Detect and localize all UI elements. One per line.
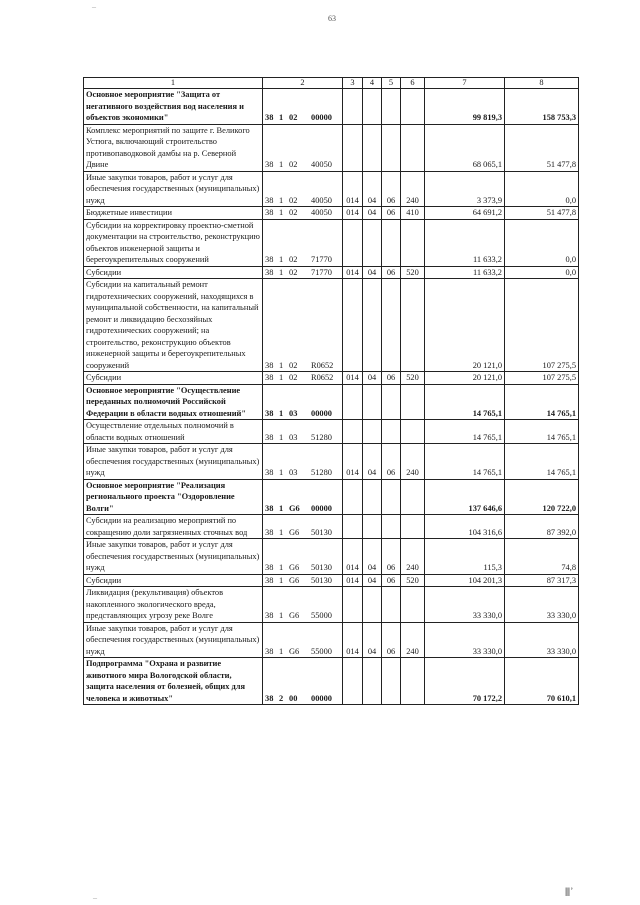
header-cell: 4 <box>363 78 382 89</box>
code-part: 38 <box>265 360 274 370</box>
row-col3 <box>343 384 363 420</box>
row-value-8: 14 765,1 <box>505 420 579 444</box>
row-col5 <box>382 384 401 420</box>
row-name: Иные закупки товаров, работ и услуг для обеспечения государственных (муниципальных) нужд <box>84 539 263 575</box>
row-col6 <box>401 219 425 266</box>
code-part: 38 <box>265 160 274 169</box>
code-part: 71770 <box>311 267 332 277</box>
row-code <box>263 89 343 125</box>
row-col6: 240 <box>401 622 425 658</box>
row-code <box>263 219 343 266</box>
row-col3 <box>343 124 363 171</box>
row-col6 <box>401 89 425 125</box>
code-part: 50130 <box>311 563 332 572</box>
header-cell: 7 <box>425 78 505 89</box>
row-col5: 06 <box>382 372 401 385</box>
row-value-7: 104 316,6 <box>425 515 505 539</box>
code-part: G6 <box>289 563 300 572</box>
table-row <box>84 420 579 444</box>
code-part: 02 <box>289 113 298 122</box>
row-code <box>263 171 343 207</box>
row-value-8: 14 765,1 <box>505 384 579 420</box>
header-cell: 3 <box>343 78 363 89</box>
row-col4: 04 <box>363 539 382 575</box>
row-code <box>263 622 343 658</box>
row-col5: 06 <box>382 171 401 207</box>
code-part: 00000 <box>311 503 332 513</box>
code-part: 1 <box>279 646 284 656</box>
row-code <box>263 658 343 705</box>
code-part: 38 <box>265 373 274 382</box>
row-col3: 014 <box>343 266 363 279</box>
row-col6: 410 <box>401 207 425 220</box>
row-value-7: 11 633,2 <box>425 219 505 266</box>
row-col3 <box>343 658 363 705</box>
table-row <box>84 479 579 515</box>
code-part: 38 <box>265 563 274 572</box>
row-code <box>263 207 343 220</box>
code-part: 1 <box>279 408 284 418</box>
code-part: 55000 <box>311 611 332 620</box>
row-col4: 04 <box>363 444 382 480</box>
row-col5 <box>382 658 401 705</box>
row-name: Основное мероприятие "Защита от негативного воздействия вод населения и объектов экономики" <box>84 89 263 125</box>
row-value-7: 99 819,3 <box>425 89 505 125</box>
code-part: 1 <box>279 563 284 572</box>
bottom-mark-left: – <box>93 893 97 902</box>
row-col4 <box>363 89 382 125</box>
row-col6 <box>401 279 425 372</box>
code-part: 1 <box>279 160 284 169</box>
row-col3: 014 <box>343 622 363 658</box>
table-row <box>84 574 579 587</box>
code-part: 02 <box>289 255 298 264</box>
code-part: 03 <box>289 408 298 418</box>
row-col6: 520 <box>401 266 425 279</box>
row-col4: 04 <box>363 266 382 279</box>
row-value-8: 87 392,0 <box>505 515 579 539</box>
row-code <box>263 587 343 623</box>
code-part: 1 <box>279 468 284 477</box>
row-col4 <box>363 420 382 444</box>
code-part: 02 <box>289 160 298 169</box>
table-row <box>84 89 579 125</box>
row-name: Иные закупки товаров, работ и услуг для обеспечения государственных (муниципальных) нужд <box>84 622 263 658</box>
row-value-8: 158 753,3 <box>505 89 579 125</box>
table-row <box>84 124 579 171</box>
header-cell: 6 <box>401 78 425 89</box>
row-value-8: 74,8 <box>505 539 579 575</box>
code-part: 2 <box>279 693 284 703</box>
table-row <box>84 372 579 385</box>
row-col5 <box>382 89 401 125</box>
row-col5: 06 <box>382 266 401 279</box>
code-part: 1 <box>279 195 284 205</box>
row-col6 <box>401 124 425 171</box>
code-part: 38 <box>265 432 274 442</box>
row-col3 <box>343 219 363 266</box>
row-col5 <box>382 587 401 623</box>
row-name: Субсидии на капитальный ремонт гидротехнических сооружений, находящихся в муниципальной собственности, на капитальный ремонт и ликвидацию бесхозяйных гидротехнических сооружений; на строительство, реконструкцию объектов инженерной защиты и берегоукрепительных сооружений <box>84 279 263 372</box>
row-col3: 014 <box>343 444 363 480</box>
code-part: 40050 <box>311 160 332 169</box>
bottom-mark-right: ||||| ’ <box>565 886 573 896</box>
header-cell: 1 <box>84 78 263 89</box>
row-code <box>263 444 343 480</box>
row-code <box>263 574 343 587</box>
row-value-7: 3 373,9 <box>425 171 505 207</box>
row-value-8: 107 275,5 <box>505 372 579 385</box>
row-col5: 06 <box>382 622 401 658</box>
row-name: Субсидии на корректировку проектно-сметной документации на строительство, реконструкцию объектов инженерной защиты и берегоукрепительных сооружений <box>84 219 263 266</box>
table-row <box>84 219 579 266</box>
row-code <box>263 420 343 444</box>
row-col4: 04 <box>363 372 382 385</box>
row-col3 <box>343 479 363 515</box>
code-part: 1 <box>279 527 284 537</box>
row-name: Комплекс мероприятий по защите г. Великого Устюга, включающий строительство противопаводковой дамбы на р. Северной Двине <box>84 124 263 171</box>
row-code <box>263 539 343 575</box>
row-col5 <box>382 479 401 515</box>
row-col4: 04 <box>363 207 382 220</box>
code-part: 1 <box>279 373 284 382</box>
row-value-8: 33 330,0 <box>505 622 579 658</box>
row-col4 <box>363 658 382 705</box>
row-col6 <box>401 515 425 539</box>
row-value-7: 14 765,1 <box>425 420 505 444</box>
row-value-7: 14 765,1 <box>425 384 505 420</box>
code-part: 03 <box>289 468 298 477</box>
row-code <box>263 124 343 171</box>
page-number: 63 <box>328 14 336 23</box>
row-value-7: 33 330,0 <box>425 622 505 658</box>
code-part: 03 <box>289 432 298 442</box>
row-value-8: 87 317,3 <box>505 574 579 587</box>
code-part: 40050 <box>311 195 332 205</box>
row-value-7: 20 121,0 <box>425 372 505 385</box>
row-code <box>263 384 343 420</box>
row-value-8: 14 765,1 <box>505 444 579 480</box>
code-part: 38 <box>265 503 274 513</box>
row-col6 <box>401 384 425 420</box>
code-part: G6 <box>289 611 300 620</box>
code-part: 02 <box>289 360 298 370</box>
row-col4 <box>363 219 382 266</box>
code-part: R0652 <box>311 360 334 370</box>
code-part: G6 <box>289 503 300 513</box>
row-value-7: 20 121,0 <box>425 279 505 372</box>
code-part: 38 <box>265 611 274 620</box>
table-row <box>84 207 579 220</box>
budget-table <box>83 77 579 705</box>
row-col5 <box>382 279 401 372</box>
row-col3 <box>343 420 363 444</box>
code-part: 38 <box>265 693 274 703</box>
table-row <box>84 658 579 705</box>
row-code <box>263 479 343 515</box>
row-col4: 04 <box>363 171 382 207</box>
code-part: G6 <box>289 646 300 656</box>
row-col6 <box>401 420 425 444</box>
code-part: 1 <box>279 575 284 585</box>
table-row <box>84 279 579 372</box>
row-col3: 014 <box>343 539 363 575</box>
row-col3 <box>343 515 363 539</box>
row-name: Основное мероприятие "Осуществление переданных полномочий Российской Федерации в области водных отношений" <box>84 384 263 420</box>
code-part: 50130 <box>311 527 332 537</box>
row-col6: 520 <box>401 574 425 587</box>
row-name: Субсидии <box>84 574 263 587</box>
row-value-8: 0,0 <box>505 219 579 266</box>
row-value-7: 68 065,1 <box>425 124 505 171</box>
top-mark: – <box>92 2 96 11</box>
row-value-7: 104 201,3 <box>425 574 505 587</box>
row-value-8: 107 275,5 <box>505 279 579 372</box>
header-cell: 8 <box>505 78 579 89</box>
code-part: 02 <box>289 267 298 277</box>
row-value-7: 115,3 <box>425 539 505 575</box>
row-col6: 240 <box>401 539 425 575</box>
row-value-7: 70 172,2 <box>425 658 505 705</box>
row-value-8: 33 330,0 <box>505 587 579 623</box>
code-part: G6 <box>289 575 300 585</box>
code-part: 38 <box>265 646 274 656</box>
code-part: 1 <box>279 432 284 442</box>
row-col6 <box>401 479 425 515</box>
code-part: 40050 <box>311 208 332 217</box>
row-col4 <box>363 587 382 623</box>
row-code <box>263 279 343 372</box>
row-value-7: 33 330,0 <box>425 587 505 623</box>
row-col5: 06 <box>382 539 401 575</box>
code-part: 1 <box>279 360 284 370</box>
code-part: 38 <box>265 267 274 277</box>
table-row <box>84 539 579 575</box>
row-value-7: 64 691,2 <box>425 207 505 220</box>
row-col5: 06 <box>382 444 401 480</box>
code-part: 71770 <box>311 255 332 264</box>
row-name: Осуществление отдельных полномочий в области водных отношений <box>84 420 263 444</box>
row-value-8: 70 610,1 <box>505 658 579 705</box>
row-code <box>263 372 343 385</box>
row-col6 <box>401 587 425 623</box>
row-col6: 520 <box>401 372 425 385</box>
row-value-7: 11 633,2 <box>425 266 505 279</box>
row-col4: 04 <box>363 574 382 587</box>
row-col5: 06 <box>382 574 401 587</box>
row-name: Ликвидация (рекультивация) объектов накопленного экологического вреда, представляющих угрозу реке Волге <box>84 587 263 623</box>
code-part: 02 <box>289 373 298 382</box>
row-col5 <box>382 124 401 171</box>
row-name: Субсидии на реализацию мероприятий по сокращению доли загрязненных сточных вод <box>84 515 263 539</box>
row-value-7: 137 646,6 <box>425 479 505 515</box>
code-part: 38 <box>265 113 274 122</box>
row-value-8: 51 477,8 <box>505 124 579 171</box>
row-name: Основное мероприятие "Реализация регионального проекта "Оздоровление Волги" <box>84 479 263 515</box>
code-part: 38 <box>265 527 274 537</box>
row-col3: 014 <box>343 207 363 220</box>
table-row <box>84 587 579 623</box>
row-col4 <box>363 124 382 171</box>
code-part: 55000 <box>311 646 332 656</box>
table-row <box>84 384 579 420</box>
code-part: 00000 <box>311 693 332 703</box>
row-name: Бюджетные инвестиции <box>84 207 263 220</box>
row-col6 <box>401 658 425 705</box>
row-col4 <box>363 279 382 372</box>
row-name: Подпрограмма "Охрана и развитие животного мира Вологодской области, защита населения от болезней, общих для человека и животных" <box>84 658 263 705</box>
row-col4: 04 <box>363 622 382 658</box>
row-col4 <box>363 479 382 515</box>
code-part: 38 <box>265 575 274 585</box>
table-row <box>84 171 579 207</box>
row-value-8: 0,0 <box>505 266 579 279</box>
code-part: 1 <box>279 503 284 513</box>
code-part: 00000 <box>311 408 332 418</box>
code-part: 50130 <box>311 575 332 585</box>
code-part: 1 <box>279 267 284 277</box>
header-cell: 2 <box>263 78 343 89</box>
code-part: 1 <box>279 255 284 264</box>
row-name: Иные закупки товаров, работ и услуг для обеспечения государственных (муниципальных) нужд <box>84 444 263 480</box>
row-col3: 014 <box>343 171 363 207</box>
code-part: 00000 <box>311 113 332 122</box>
code-part: R0652 <box>311 373 334 382</box>
table-row <box>84 515 579 539</box>
row-name: Иные закупки товаров, работ и услуг для обеспечения государственных (муниципальных) нужд <box>84 171 263 207</box>
header-cell: 5 <box>382 78 401 89</box>
code-part: 02 <box>289 195 298 205</box>
code-part: 38 <box>265 468 274 477</box>
code-part: 00 <box>289 693 298 703</box>
row-col6: 240 <box>401 171 425 207</box>
row-value-8: 51 477,8 <box>505 207 579 220</box>
code-part: 1 <box>279 113 284 122</box>
code-part: 51280 <box>311 468 332 477</box>
row-col5 <box>382 515 401 539</box>
code-part: 38 <box>265 195 274 205</box>
code-part: 38 <box>265 408 274 418</box>
row-value-8: 120 722,0 <box>505 479 579 515</box>
table-body <box>84 78 579 705</box>
code-part: 51280 <box>311 432 332 442</box>
code-part: G6 <box>289 527 300 537</box>
row-col3: 014 <box>343 574 363 587</box>
table-row <box>84 444 579 480</box>
row-col4 <box>363 515 382 539</box>
row-col5 <box>382 420 401 444</box>
row-name: Субсидии <box>84 372 263 385</box>
row-col5 <box>382 219 401 266</box>
row-col3 <box>343 279 363 372</box>
row-code <box>263 266 343 279</box>
table-header-row <box>84 78 579 89</box>
row-value-7: 14 765,1 <box>425 444 505 480</box>
code-part: 38 <box>265 255 274 264</box>
table-row <box>84 622 579 658</box>
row-col3 <box>343 587 363 623</box>
code-part: 38 <box>265 208 274 217</box>
row-col4 <box>363 384 382 420</box>
row-value-8: 0,0 <box>505 171 579 207</box>
code-part: 1 <box>279 208 284 217</box>
row-col3: 014 <box>343 372 363 385</box>
code-part: 02 <box>289 208 298 217</box>
code-part: 1 <box>279 611 284 620</box>
table-row <box>84 266 579 279</box>
row-col3 <box>343 89 363 125</box>
row-col6: 240 <box>401 444 425 480</box>
row-col5: 06 <box>382 207 401 220</box>
row-code <box>263 515 343 539</box>
row-name: Субсидии <box>84 266 263 279</box>
